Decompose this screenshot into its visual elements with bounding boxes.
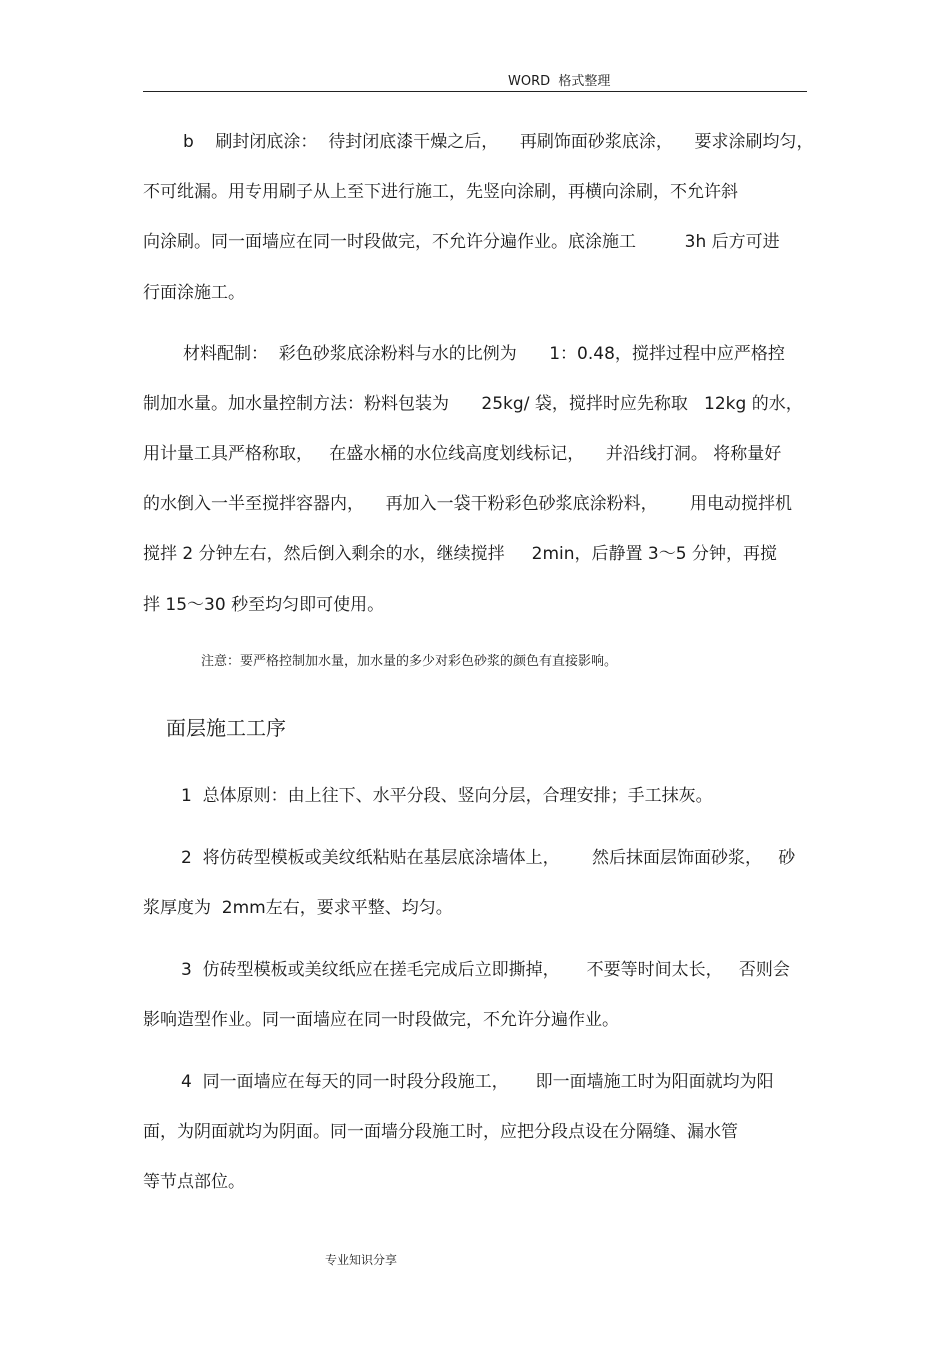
paragraph-line: 行面涂施工。 bbox=[143, 283, 245, 303]
section-heading: 面层施工工序 bbox=[166, 716, 286, 740]
step-line: 2 将仿砖型模板或美纹纸粘贴在基层底涂墙体上， 然后抹面层饰面砂浆， 砂 bbox=[181, 848, 796, 868]
paragraph-line: 制加水量。加水量控制方法：粉料包装为 25kg/ 袋，搅拌时应先称取 12kg 的水， bbox=[143, 394, 803, 414]
paragraph-line: 不可纰漏。用专用刷子从上至下进行施工，先竖向涂刷，再横向涂刷，不允许斜 bbox=[143, 182, 738, 202]
paragraph-line: 材料配制： 彩色砂浆底涂粉料与水的比例为 1：0.48，搅拌过程中应严格控 bbox=[183, 344, 785, 364]
page-footer: 专业知识分享 bbox=[325, 1253, 398, 1267]
step-line: 影响造型作业。同一面墙应在同一时段做完，不允许分遍作业。 bbox=[143, 1010, 619, 1030]
step-line: 浆厚度为 2mm左右，要求平整、均匀。 bbox=[143, 898, 453, 918]
step-line: 等节点部位。 bbox=[143, 1172, 245, 1192]
paragraph-line: 用计量工具严格称取， 在盛水桶的水位线高度划线标记， 并沿线打洞。 将称量好 bbox=[143, 444, 782, 464]
paragraph-line: b 刷封闭底涂： 待封闭底漆干燥之后， 再刷饰面砂浆底涂， 要求涂刷均匀， bbox=[183, 132, 814, 152]
paragraph-line: 向涂刷。同一面墙应在同一时段做完，不允许分遍作业。底涂施工 3h 后方可进 bbox=[143, 232, 780, 252]
note-text: 注意：要严格控制加水量，加水量的多少对彩色砂浆的颜色有直接影响。 bbox=[201, 654, 618, 669]
step-line: 4 同一面墙应在每天的同一时段分段施工， 即一面墙施工时为阳面就均为阳 bbox=[181, 1072, 774, 1092]
step-line: 1 总体原则：由上往下、水平分段、竖向分层，合理安排；手工抹灰。 bbox=[181, 786, 713, 806]
paragraph-line: 搅拌 2 分钟左右，然后倒入剩余的水，继续搅拌 2min，后静置 3～5 分钟，再搅 bbox=[143, 544, 777, 564]
step-line: 3 仿砖型模板或美纹纸应在搓毛完成后立即撕掉， 不要等时间太长， 否则会 bbox=[181, 960, 790, 980]
paragraph-line: 拌 15～30 秒至均匀即可使用。 bbox=[143, 595, 385, 615]
header-divider bbox=[143, 91, 807, 92]
page-header-title: WORD 格式整理 bbox=[508, 74, 611, 89]
paragraph-line: 的水倒入一半至搅拌容器内， 再加入一袋干粉彩色砂浆底涂粉料， 用电动搅拌机 bbox=[143, 494, 793, 514]
step-line: 面，为阴面就均为阴面。同一面墙分段施工时，应把分段点设在分隔缝、漏水管 bbox=[143, 1122, 738, 1142]
